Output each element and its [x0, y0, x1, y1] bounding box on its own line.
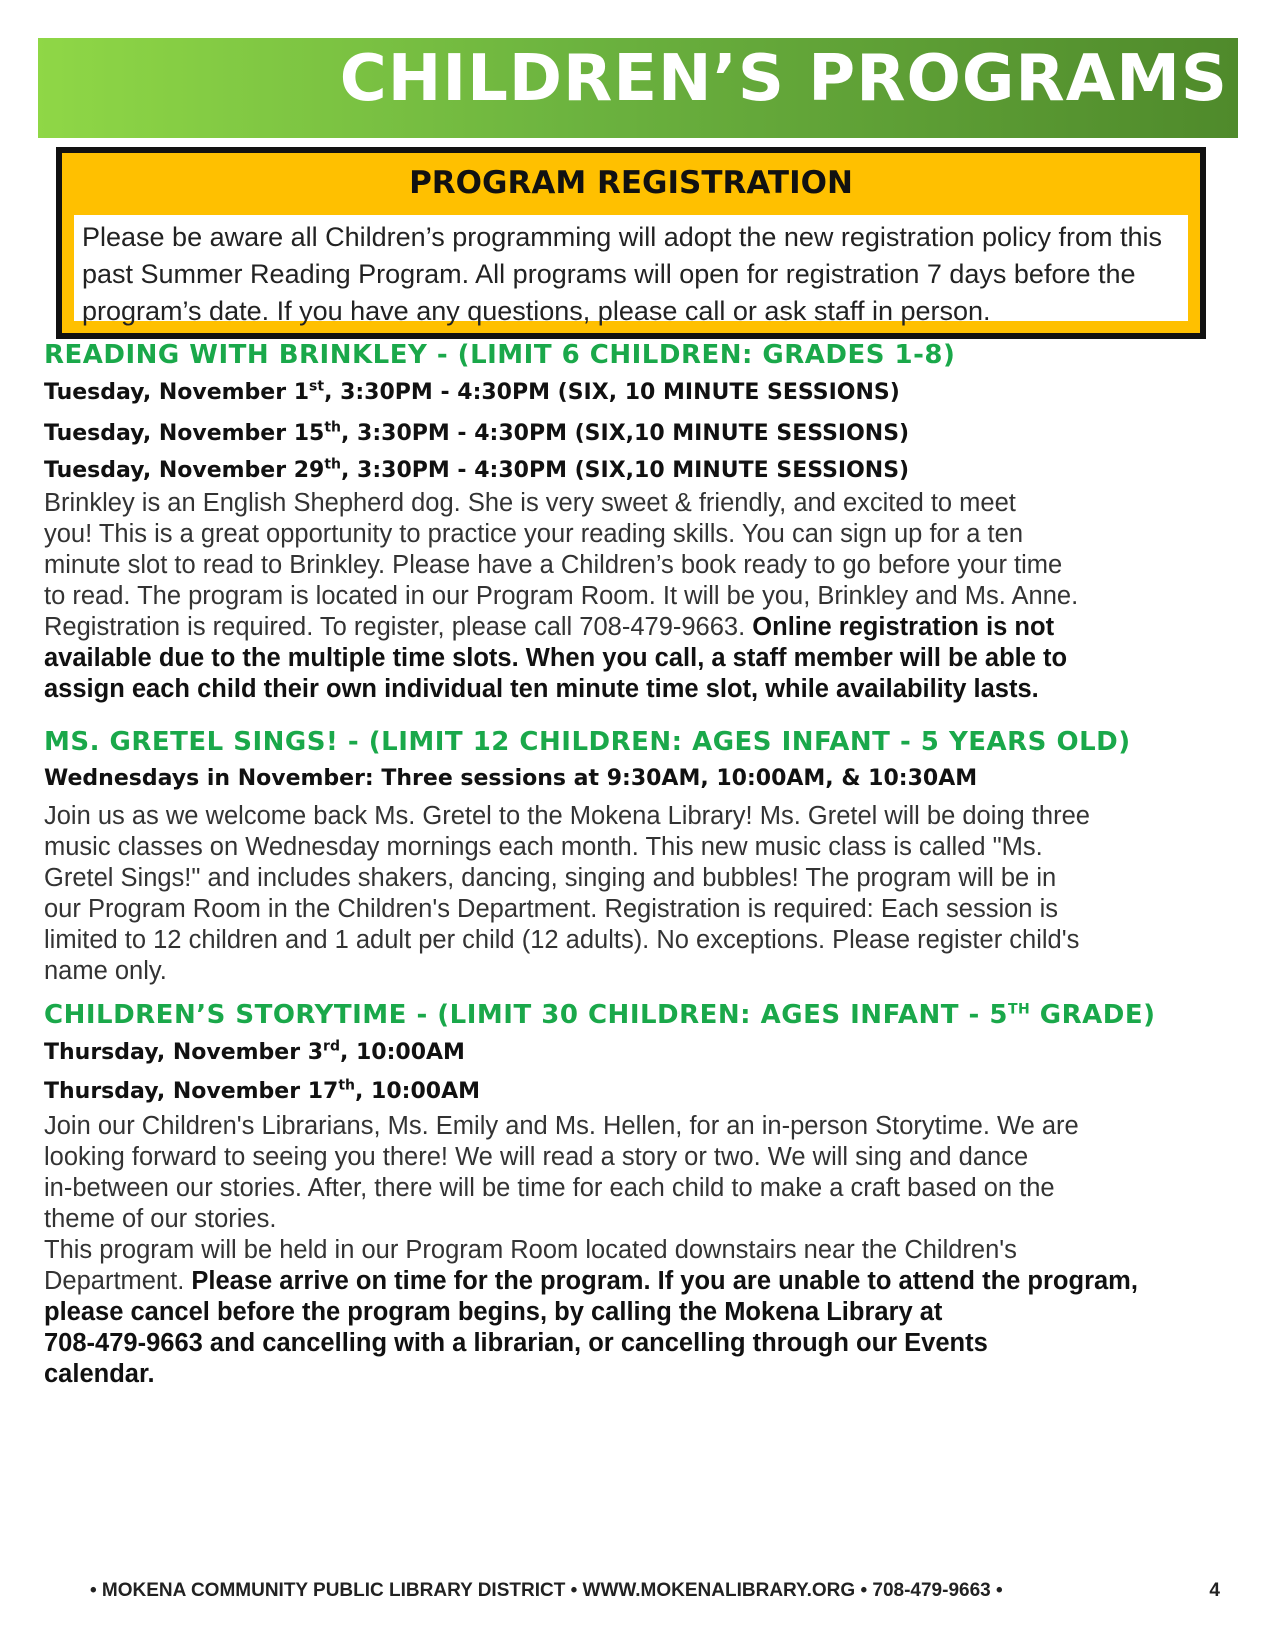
date-line: Thursday, November 17th, 10:00AM: [44, 1077, 480, 1104]
date-line: Thursday, November 3rd, 10:00AM: [44, 1038, 465, 1065]
page-number: 4: [1209, 1580, 1220, 1601]
section-heading: READING WITH BRINKLEY - (LIMIT 6 CHILDREN: GRADES 1-8): [44, 340, 956, 370]
section-ms-gretel-sings: [44, 727, 1244, 987]
date-line: Tuesday, November 29th, 3:30PM - 4:30PM (SIX,10 MINUTE SESSIONS): [44, 456, 910, 483]
section-description: Join our Children's Librarians, Ms. Emily and Ms. Hellen, for an in-person Storytime. We are looking forward to seeing you there! We will read a story or two. We will sing and dance in-between our stories. After, there will be time for each child to make a craft based on the theme of our stories. This program will be held in our Program Room located downstairs near the Children's Department. Please arrive on time for the program. If you are unable to attend the program, please cancel before the program begins, by calling the Mokena Library at 708-479-9663 and cancelling with a librarian, or cancelling through our Events calendar.: [44, 1112, 1138, 1388]
section-heading: CHILDREN’S STORYTIME - (LIMIT 30 CHILDREN: AGES INFANT - 5TH GRADE): [44, 1000, 1156, 1030]
page-title: CHILDREN’S PROGRAMS: [339, 42, 1228, 116]
date-line: Tuesday, November 1st, 3:30PM - 4:30PM (SIX, 10 MINUTE SESSIONS): [44, 378, 900, 405]
date-line: Tuesday, November 15th, 3:30PM - 4:30PM (SIX,10 MINUTE SESSIONS): [44, 419, 910, 446]
date-line: Wednesdays in November: Three sessions at 9:30AM, 10:00AM, & 10:30AM: [44, 766, 978, 791]
section-description: Brinkley is an English Shepherd dog. She is very sweet & friendly, and excited to meet you! This is a great opportunity to practice your reading skills. You can sign up for a ten minute slot to read to Brinkley. Please have a Children’s book ready to go before your time to read. The program is located in our Program Room. It will be you, Brinkley and Ms. Anne. Registration is required. To register, please call 708-479-9663. Online registration is not available due to the multiple time slots. When you call, a staff member will be able to assign each child their own individual ten minute time slot, while availability lasts.: [44, 489, 1079, 703]
registration-box-inner: [62, 153, 1200, 333]
footer-text: • MOKENA COMMUNITY PUBLIC LIBRARY DISTRICT • WWW.MOKENALIBRARY.ORG • 708-479-9663 •: [90, 1580, 1003, 1601]
section-childrens-storytime: [44, 1000, 1244, 1390]
header-banner: [38, 38, 1238, 138]
page-footer: [90, 1580, 1240, 1602]
registration-title: PROGRAM REGISTRATION: [409, 165, 853, 201]
section-description: Join us as we welcome back Ms. Gretel to the Mokena Library! Ms. Gretel will be doing three music classes on Wednesday mornings each month. This new music class is called "Ms. Gretel Sings!" and includes shakers, dancing, singing and bubbles! The program will be in our Program Room in the Children's Department. Registration is required: Each session is limited to 12 children and 1 adult per child (12 adults). No exceptions. Please register child's name only.: [44, 802, 1090, 985]
section-heading: MS. GRETEL SINGS! - (LIMIT 12 CHILDREN: AGES INFANT - 5 YEARS OLD): [44, 727, 1131, 757]
registration-text: Please be aware all Children’s programming will adopt the new registration policy from this past Summer Reading Program. All programs will open for registration 7 days before the program’s date. If you have any questions, please call or ask staff in person.: [74, 215, 1188, 321]
registration-box: [56, 147, 1206, 339]
section-reading-with-brinkley: [44, 340, 1244, 705]
